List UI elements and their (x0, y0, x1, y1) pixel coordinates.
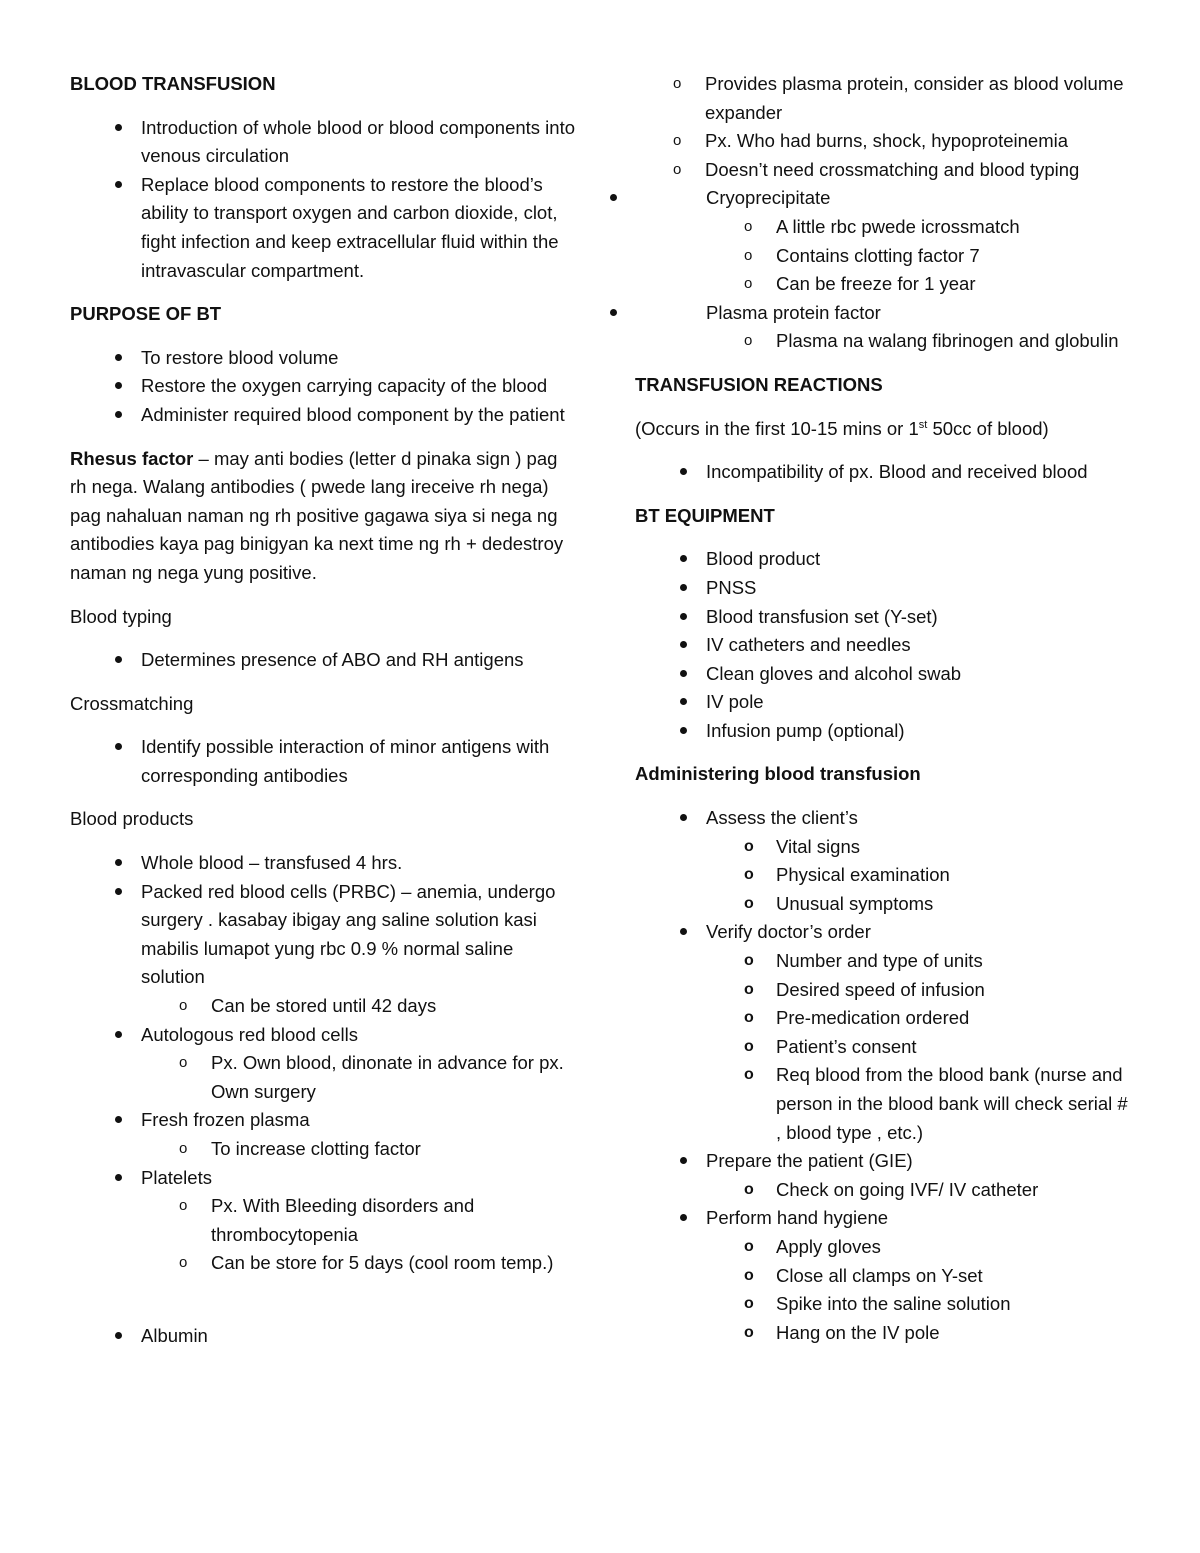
section-title-blood-transfusion: BLOOD TRANSFUSION (70, 73, 276, 94)
sub-list-item: o Number and type of units (706, 947, 1135, 976)
sub-list-item: o Close all clamps on Y-set (706, 1262, 1135, 1291)
blood-products-list (70, 849, 575, 1278)
sub-list (141, 1135, 575, 1164)
purpose-list (70, 344, 575, 430)
sub-list-item: o Can be stored until 42 days (141, 992, 575, 1021)
list-item: To restore blood volume (70, 344, 575, 373)
list-item: Administer required blood component by the patient (70, 401, 575, 430)
sub-list (141, 992, 575, 1021)
section-title-crossmatching: Crossmatching (70, 692, 194, 714)
list-item: Blood product (635, 545, 1135, 574)
list-item: Determines presence of ABO and RH antigens (70, 646, 575, 675)
sub-list-item: o Px. With Bleeding disorders and thrombocytopenia (141, 1192, 575, 1249)
sub-list-item: o Check on going IVF/ IV catheter (706, 1176, 1135, 1205)
rhesus-term: Rhesus factor (70, 447, 194, 469)
list-item (635, 1147, 1135, 1204)
sub-list-item: o Doesn’t need crossmatching and blood typing (635, 156, 1135, 185)
list-item-text: Verify doctor’s order (706, 921, 871, 943)
list-item (635, 804, 1135, 918)
list-item: Identify possible interaction of minor antigens with corresponding antibodies (70, 733, 575, 790)
reactions-note (635, 415, 1135, 444)
albumin-list (70, 1322, 575, 1351)
list-item: Blood transfusion set (Y-set) (635, 603, 1135, 632)
list-item (635, 1204, 1135, 1347)
reactions-note-pre: (Occurs in the first 10-15 mins or 1 (635, 417, 919, 439)
list-item (70, 1164, 575, 1278)
sub-list-item: o Unusual symptoms (706, 890, 1135, 919)
list-item: Clean gloves and alcohol swab (635, 660, 1135, 689)
reactions-note-sup: st (918, 418, 928, 431)
list-item-text: Assess the client’s (706, 807, 858, 829)
rhesus-text: – may anti bodies (letter d pinaka sign ) pag rh nega. Walang antibodies ( pwede lang ireceive rh nega) pag nahaluan naman ng rh positive gagawa siya si nega ng antibodies kaya pag binigyan ka next time ng rh + dedestroy naman ng nega yung positive. (70, 447, 564, 583)
sub-list-item: o Px. Who had burns, shock, hypoproteinemia (635, 127, 1135, 156)
list-item-text: Prepare the patient (GIE) (706, 1150, 913, 1172)
crossmatching-list (70, 733, 575, 790)
list-item: Introduction of whole blood or blood components into venous circulation (70, 114, 575, 171)
sub-list-item: o Pre-medication ordered (706, 1004, 1135, 1033)
sub-list (706, 327, 1135, 356)
rhesus-paragraph (70, 445, 575, 588)
list-item-text: Perform hand hygiene (706, 1207, 889, 1229)
sub-list-item: o Hang on the IV pole (706, 1319, 1135, 1348)
equipment-list (635, 545, 1135, 745)
list-item: Restore the oxygen carrying capacity of the blood (70, 372, 575, 401)
spacer (70, 1278, 575, 1322)
sub-list (706, 1176, 1135, 1205)
list-item: IV pole (635, 688, 1135, 717)
section-title-transfusion-reactions: TRANSFUSION REACTIONS (635, 373, 883, 395)
list-item: Incompatibility of px. Blood and received blood (635, 458, 1135, 487)
sub-list-item: o Provides plasma protein, consider as blood volume expander (635, 70, 1135, 127)
section-title-blood-products: Blood products (70, 808, 194, 830)
list-item: Albumin (70, 1322, 575, 1351)
list-item (70, 849, 575, 878)
sub-list-item: o Spike into the saline solution (706, 1290, 1135, 1319)
section-title-administering: Administering blood transfusion (635, 763, 921, 785)
sub-list (141, 1192, 575, 1278)
list-item (70, 878, 575, 1021)
list-item: IV catheters and needles (635, 631, 1135, 660)
sub-list (706, 947, 1135, 1147)
sub-list-item: o Can be store for 5 days (cool room temp.) (141, 1249, 575, 1278)
albumin-sub-list (635, 70, 1135, 184)
sub-list-item: o Patient’s consent (706, 1033, 1135, 1062)
reactions-list (635, 458, 1135, 487)
left-column (70, 70, 575, 1351)
list-item-text: Fresh frozen plasma (141, 1109, 310, 1131)
list-item: Infusion pump (optional) (635, 717, 1135, 746)
list-item: Replace blood components to restore the blood’s ability to transport oxygen and carbon dioxide, clot, fight infection and keep extracellular fluid within the intravascular compartment. (70, 171, 575, 285)
sub-list (706, 833, 1135, 919)
list-item (635, 918, 1135, 1147)
list-item (70, 1021, 575, 1107)
list-item-text: Platelets (141, 1166, 212, 1188)
sub-list-item: o Contains clotting factor 7 (706, 242, 1135, 271)
sub-list-item: o To increase clotting factor (141, 1135, 575, 1164)
section-title-blood-typing: Blood typing (70, 605, 172, 627)
list-item (565, 299, 1135, 356)
sub-list-item: o Plasma na walang fibrinogen and globulin (706, 327, 1135, 356)
sub-list (141, 1049, 575, 1106)
sub-list-item: o Can be freeze for 1 year (706, 270, 1135, 299)
list-item (565, 184, 1135, 298)
sub-list-item: o Req blood from the blood bank (nurse and person in the blood bank will check serial # , blood type , etc.) (706, 1061, 1135, 1147)
sub-list (706, 213, 1135, 299)
list-item (70, 1106, 575, 1163)
more-products-list (565, 184, 1135, 356)
list-item-text: Cryoprecipitate (706, 187, 831, 209)
administering-list (635, 804, 1135, 1347)
list-item-text: Autologous red blood cells (141, 1023, 359, 1045)
intro-list (70, 114, 575, 286)
right-column (635, 70, 1135, 1347)
sub-list-item: o Desired speed of infusion (706, 976, 1135, 1005)
list-item: PNSS (635, 574, 1135, 603)
sub-list-item: o Physical examination (706, 861, 1135, 890)
list-item-text: Whole blood – transfused 4 hrs. (141, 852, 403, 874)
sub-list-item: o Vital signs (706, 833, 1135, 862)
typing-list (70, 646, 575, 675)
sub-list (706, 1233, 1135, 1347)
sub-list-item: o Apply gloves (706, 1233, 1135, 1262)
reactions-note-post: 50cc of blood) (927, 417, 1049, 439)
sub-list-item: o A little rbc pwede icrossmatch (706, 213, 1135, 242)
sub-list-item: o Px. Own blood, dinonate in advance for px. Own surgery (141, 1049, 575, 1106)
section-title-purpose: PURPOSE OF BT (70, 303, 222, 325)
list-item-text: Plasma protein factor (706, 301, 881, 323)
section-title-bt-equipment: BT EQUIPMENT (635, 504, 775, 526)
list-item-text: Packed red blood cells (PRBC) – anemia, undergo surgery . kasabay ibigay ang saline solution kasi mabilis lumapot yung rbc 0.9 % normal saline solution (141, 880, 556, 988)
